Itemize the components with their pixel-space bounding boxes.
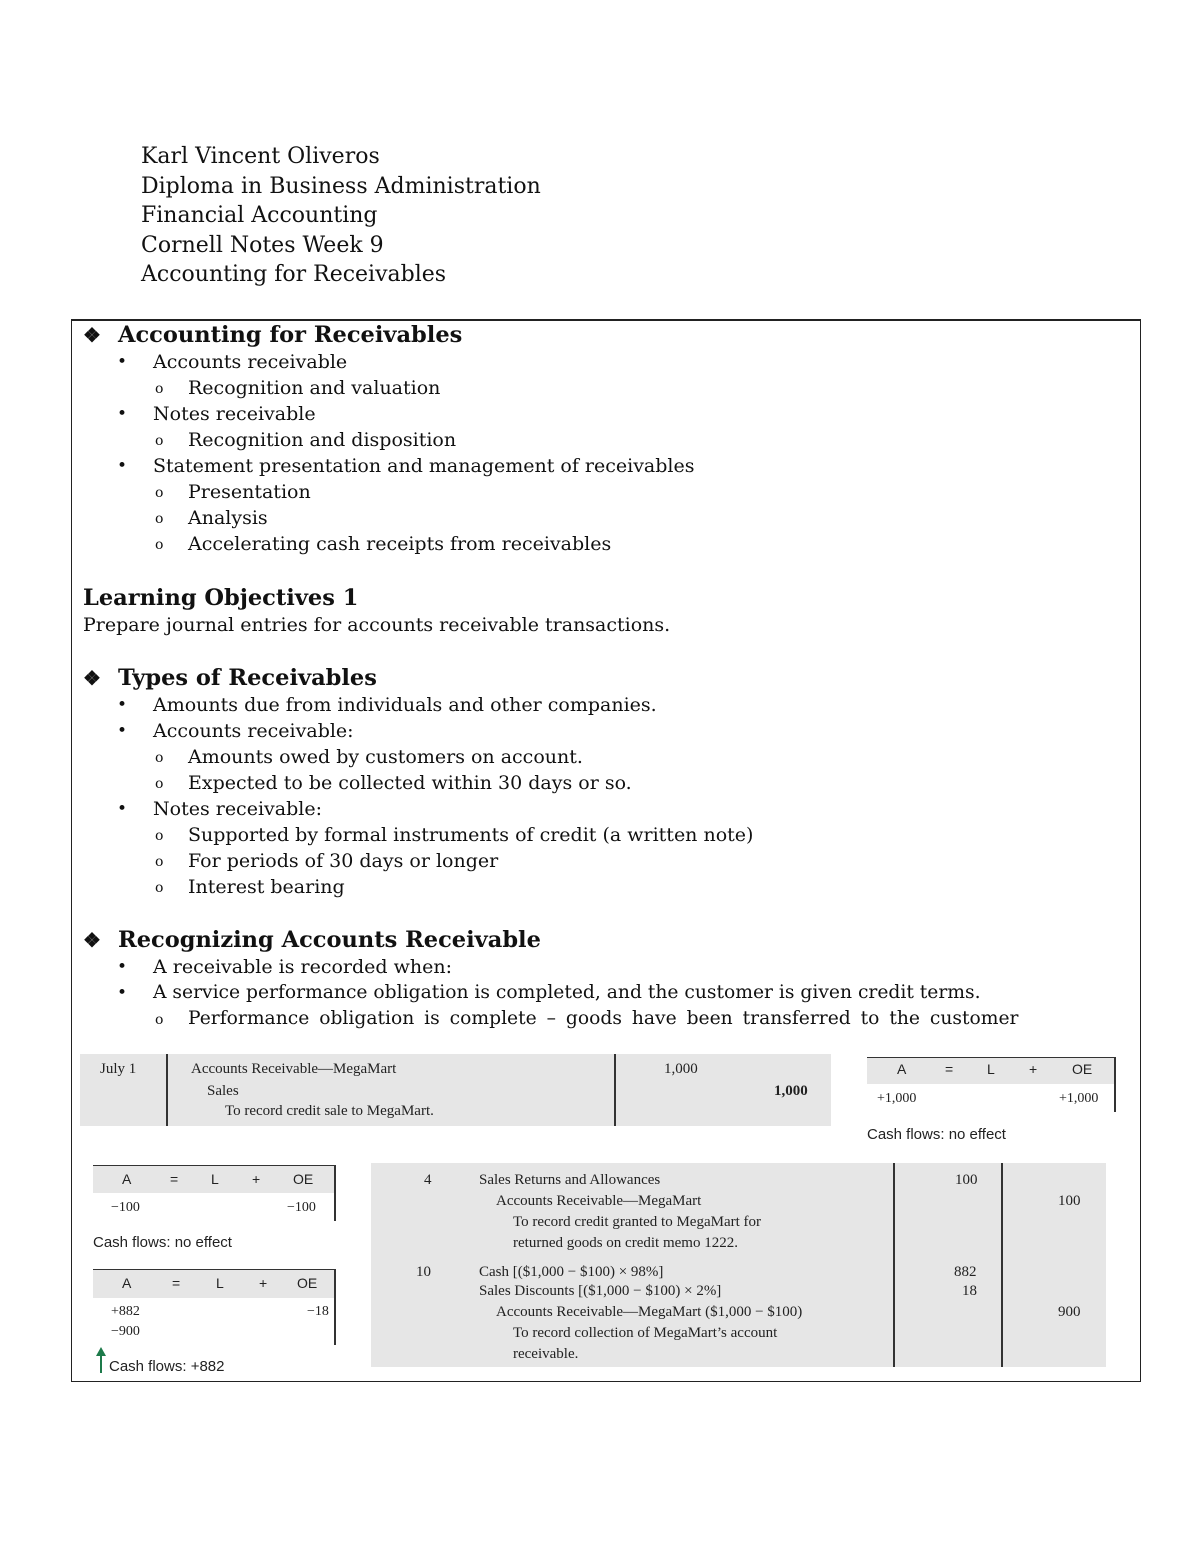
cash-up-arrow-stem — [100, 1353, 102, 1373]
document-header — [141, 142, 541, 290]
list-item: • Notes receivable: — [117, 798, 322, 820]
eq-header-plus: + — [259, 1275, 268, 1291]
diamond-bullet-icon: ❖ — [83, 666, 101, 690]
sub-list-item: o For periods of 30 days or longer — [83, 848, 1132, 874]
journal-debit-account: Accounts Receivable—MegaMart — [191, 1061, 397, 1077]
eq-header-l: L — [987, 1061, 995, 1077]
sub-list-item: o Interest bearing — [83, 874, 1132, 900]
list-item: • Accounts receivable — [117, 351, 348, 373]
sub-list-item: o Presentation — [83, 479, 1132, 505]
journal-credit-amount: 100 — [1058, 1193, 1081, 1209]
topic-title: Accounting for Receivables — [141, 262, 447, 287]
course-name: Financial Accounting — [141, 203, 378, 228]
sub-bullet-icon: o — [155, 537, 164, 553]
eq-asset-value: +1,000 — [877, 1091, 917, 1106]
journal-entry-credit-sale — [80, 1054, 831, 1126]
journal-debit-amount: 1,000 — [664, 1061, 698, 1077]
eq-header-oe: OE — [293, 1171, 314, 1187]
bullet-icon: • — [117, 404, 128, 424]
journal-memo: returned goods on credit memo 1222. — [513, 1235, 738, 1251]
sub-bullet-icon: o — [155, 776, 164, 792]
eq-asset-value: −100 — [111, 1200, 140, 1215]
eq-asset-value-2: −900 — [111, 1324, 140, 1339]
section-heading: ❖ Types of Receivables — [83, 665, 377, 691]
learning-objective-heading: Learning Objectives 1 — [83, 585, 359, 611]
sub-list-item: o Supported by formal instruments of credit (a written note) — [83, 822, 1132, 848]
eq-cash-flow: Cash flows: no effect — [867, 1126, 1006, 1143]
journal-date: 4 — [424, 1172, 432, 1188]
bullet-icon: • — [117, 957, 128, 977]
bullet-icon: • — [117, 352, 128, 372]
list-item: • Statement presentation and management of receivables — [117, 455, 695, 477]
journal-line: Accounts Receivable—MegaMart — [496, 1193, 702, 1209]
accounting-equation-1 — [867, 1054, 1117, 1149]
section-heading: ❖ Recognizing Accounts Receivable — [83, 927, 541, 953]
eq-oe-value: +1,000 — [1059, 1091, 1099, 1106]
eq-header-oe: OE — [1072, 1061, 1093, 1077]
sub-list-item: o Performance obligation is complete – goods have been transferred to the customer — [83, 1006, 1132, 1032]
program-name: Diploma in Business Administration — [141, 173, 541, 199]
sub-bullet-icon: o — [155, 880, 164, 896]
eq-header-oe: OE — [297, 1275, 318, 1291]
journal-credit-account: Sales — [207, 1083, 239, 1099]
sub-bullet-icon: o — [155, 485, 164, 501]
sub-list-item: o Recognition and valuation — [83, 375, 1132, 401]
list-item: • Amounts due from individuals and other companies. — [117, 694, 657, 716]
journal-memo: To record credit sale to MegaMart. — [225, 1103, 434, 1119]
sub-list-item: o Recognition and disposition — [83, 427, 1132, 453]
bullet-icon: • — [117, 799, 128, 819]
sub-bullet-icon: o — [155, 511, 164, 527]
bullet-icon: • — [117, 721, 128, 741]
diamond-bullet-icon: ❖ — [83, 928, 101, 952]
sub-bullet-icon: o — [155, 854, 164, 870]
learning-objective-text: Prepare journal entries for accounts receivable transactions. — [83, 614, 671, 636]
sub-list-item: o Amounts owed by customers on account. — [83, 744, 1132, 770]
sub-list-item: o Analysis — [83, 505, 1132, 531]
eq-cash-flow: Cash flows: +882 — [109, 1358, 225, 1375]
journal-line: Sales Returns and Allowances — [479, 1172, 661, 1188]
eq-cash-flow: Cash flows: no effect — [93, 1234, 232, 1251]
diamond-bullet-icon: ❖ — [83, 323, 101, 347]
list-item: • A receivable is recorded when: — [117, 956, 452, 978]
eq-header-equals: = — [172, 1275, 181, 1291]
journal-debit-amount: 882 — [954, 1264, 977, 1280]
eq-header-plus: + — [252, 1171, 261, 1187]
bullet-icon: • — [117, 695, 128, 715]
eq-asset-value: +882 — [111, 1304, 140, 1319]
eq-header-equals: = — [170, 1171, 179, 1187]
cash-up-arrow-icon — [96, 1347, 106, 1356]
journal-debit-amount: 18 — [962, 1283, 977, 1299]
eq-header-a: A — [897, 1061, 907, 1077]
sub-bullet-icon: o — [155, 750, 164, 766]
sub-list-item: o Accelerating cash receipts from receivables — [83, 531, 1132, 557]
sub-bullet-icon: o — [155, 1012, 164, 1028]
journal-line: Sales Discounts [($1,000 − $100) × 2%] — [479, 1283, 722, 1299]
eq-oe-value: −18 — [307, 1304, 329, 1319]
journal-memo: To record collection of MegaMart’s account — [513, 1325, 778, 1341]
notes-title: Cornell Notes Week 9 — [141, 232, 384, 258]
journal-line: Accounts Receivable—MegaMart ($1,000 − $100) — [496, 1304, 803, 1320]
journal-memo: receivable. — [513, 1346, 579, 1362]
journal-memo: To record credit granted to MegaMart for — [513, 1214, 762, 1230]
journal-debit-amount: 100 — [955, 1172, 978, 1188]
section-heading: ❖ Accounting for Receivables — [83, 322, 463, 348]
list-item: • A service performance obligation is completed, and the customer is given credit terms. — [83, 980, 1132, 1006]
author-name: Karl Vincent Oliveros — [141, 144, 380, 169]
notes-content — [83, 321, 1132, 1032]
bullet-icon: • — [117, 983, 128, 1003]
journal-credit-amount: 1,000 — [774, 1083, 808, 1099]
eq-header-l: L — [216, 1275, 224, 1291]
journal-line: Cash [($1,000 − $100) × 98%] — [479, 1264, 664, 1280]
journal-date: July 1 — [100, 1061, 137, 1077]
sub-bullet-icon: o — [155, 433, 164, 449]
list-item: • Notes receivable — [117, 403, 316, 425]
accounting-equation-3 — [93, 1267, 337, 1382]
eq-oe-value: −100 — [287, 1200, 316, 1215]
eq-header-l: L — [211, 1171, 219, 1187]
journal-date: 10 — [416, 1264, 431, 1280]
eq-header-a: A — [122, 1171, 132, 1187]
eq-header-plus: + — [1029, 1061, 1038, 1077]
journal-entry-returns-collection — [371, 1163, 1106, 1367]
eq-header-a: A — [122, 1275, 132, 1291]
bullet-icon: • — [117, 456, 128, 476]
accounting-equation-2 — [93, 1163, 337, 1258]
list-item: • Accounts receivable: — [117, 720, 354, 742]
journal-credit-amount: 900 — [1058, 1304, 1081, 1320]
sub-bullet-icon: o — [155, 381, 164, 397]
sub-list-item: o Expected to be collected within 30 days or so. — [83, 770, 1132, 796]
sub-bullet-icon: o — [155, 828, 164, 844]
eq-header-equals: = — [945, 1061, 954, 1077]
